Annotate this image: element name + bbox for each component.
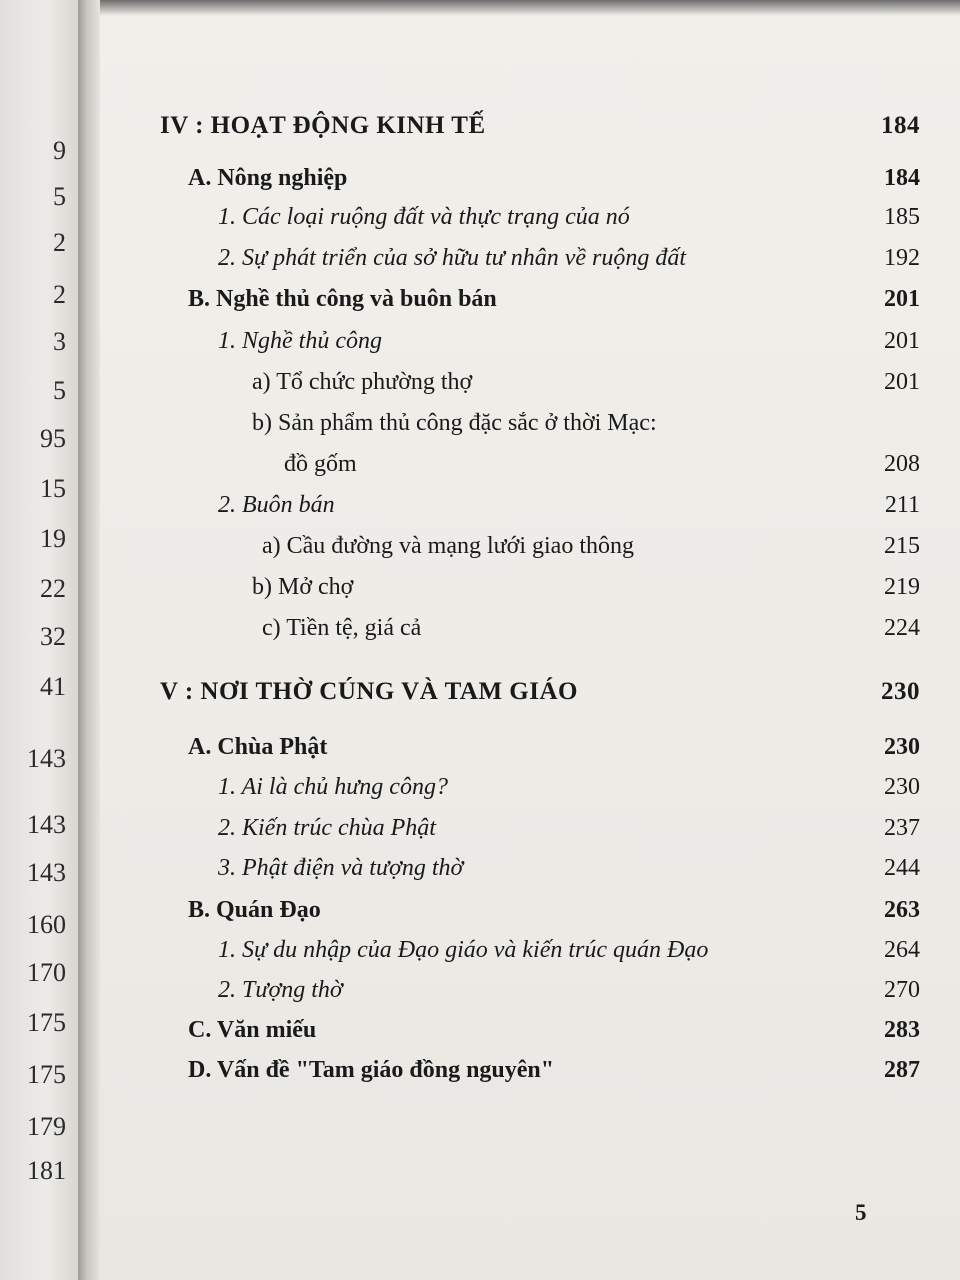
toc-entry [160,160,920,196]
toc-page [100,0,960,1280]
left-page-number: 143 [27,858,66,887]
toc-entry [160,240,920,276]
toc-entry-page: 230 [884,734,920,760]
toc-entry [160,569,920,605]
toc-entry-page: 230 [881,678,920,705]
left-page-number: 9 [53,136,66,165]
left-page-number: 3 [53,327,66,356]
toc-entry [160,199,920,235]
toc-entry-title: D. Vấn đề "Tam giáo đồng nguyên" [188,1057,555,1083]
toc-entry [160,1052,920,1088]
toc-entry-page: 208 [884,451,920,477]
toc-entry-page: 215 [884,533,920,559]
left-page-number: 41 [40,672,66,701]
toc-entry [160,810,920,846]
page-number: 5 [855,1200,867,1225]
toc-entry-page: 211 [884,492,920,518]
left-page-number: 160 [27,910,66,939]
toc-entry-title: 1. Ai là chủ hưng công? [218,774,448,800]
toc-entry-title: B. Quán Đạo [188,897,321,923]
left-page-number: 181 [27,1156,66,1185]
toc-entry [160,364,920,400]
left-page-number: 175 [27,1060,66,1089]
toc-entry-title: 1. Sự du nhập của Đạo giáo và kiến trúc quán Đạo [218,937,709,963]
left-page-number: 175 [27,1008,66,1037]
toc-entry-title: 3. Phật điện và tượng thờ [218,855,464,881]
toc-entry [160,108,920,144]
toc-entry-title: A. Chùa Phật [188,734,328,760]
toc-entry [160,446,920,482]
left-page-number: 2 [53,228,66,257]
toc-entry-page: 219 [884,574,920,600]
toc-entry-title: C. Văn miếu [188,1017,317,1043]
toc-entry [160,729,920,765]
toc-entry-title: a) Cầu đường và mạng lưới giao thông [262,533,634,559]
toc-entry-page: 201 [884,328,920,354]
toc-entry [160,405,920,441]
toc-entry-page: 287 [884,1057,920,1083]
toc-entry-title: 1. Nghề thủ công [218,328,382,354]
left-page-number: 2 [53,280,66,309]
left-page-number: 22 [40,574,66,603]
toc-entry-title: b) Mở chợ [252,574,354,600]
toc-entry-title: b) Sản phẩm thủ công đặc sắc ở thời Mạc: [252,410,657,436]
toc-entry [160,528,920,564]
toc-entry-title: 2. Tượng thờ [218,977,343,1003]
toc-entry-page: 184 [884,165,920,191]
toc-entry [160,1012,920,1048]
toc-entry-page: 201 [884,286,920,312]
toc-entry-title: 2. Sự phát triển của sở hữu tư nhân về ruộng đất [218,245,687,271]
toc-entry-page: 201 [884,369,920,395]
toc-entry-title: c) Tiền tệ, giá cả [262,615,422,641]
toc-entry-page: 237 [884,815,920,841]
left-page-number: 143 [27,810,66,839]
left-page-number: 32 [40,622,66,651]
toc-entry [160,487,920,523]
toc-entry-title: 1. Các loại ruộng đất và thực trạng của nó [218,204,630,230]
toc-entry [160,850,920,886]
toc-entry-page: 230 [884,774,920,800]
toc-entry-page: 192 [884,245,920,271]
left-page-number: 19 [40,524,66,553]
toc-entry-page: 224 [884,615,920,641]
page-top-edge-shadow [100,0,960,16]
toc-entry-title: IV : HOẠT ĐỘNG KINH TẾ [160,112,486,139]
toc-entry-page: 185 [884,204,920,230]
toc-entry-page: 283 [884,1017,920,1043]
left-page-number: 5 [53,182,66,211]
toc-entry [160,281,920,317]
toc-entry-page: 270 [884,977,920,1003]
left-page-number: 143 [27,744,66,773]
toc-entry-page: 244 [884,855,920,881]
toc-entry-title: a) Tổ chức phường thợ [252,369,473,395]
toc-entry [160,932,920,968]
toc-entry [160,610,920,646]
left-page-number: 15 [40,474,66,503]
toc-entry-title: 2. Kiến trúc chùa Phật [218,815,436,841]
toc-entry-page: 184 [881,112,920,139]
toc-entry-title: B. Nghề thủ công và buôn bán [188,286,497,312]
left-page-number: 170 [27,958,66,987]
table-of-contents [160,0,920,1280]
toc-entry-page: 263 [884,897,920,923]
book-gutter [78,0,100,1280]
toc-entry-page: 264 [884,937,920,963]
toc-entry-title: đồ gốm [284,451,357,477]
left-page-number: 95 [40,424,66,453]
toc-entry [160,769,920,805]
toc-entry [160,323,920,359]
left-page-number: 179 [27,1112,66,1141]
toc-entry [160,674,920,710]
toc-entry [160,972,920,1008]
toc-entry-title: V : NƠI THỜ CÚNG VÀ TAM GIÁO [160,678,578,705]
previous-page-strip [0,0,78,1280]
toc-entry [160,892,920,928]
left-page-number: 5 [53,376,66,405]
toc-entry-title: A. Nông nghiệp [188,165,348,191]
toc-entry-title: 2. Buôn bán [218,492,335,518]
